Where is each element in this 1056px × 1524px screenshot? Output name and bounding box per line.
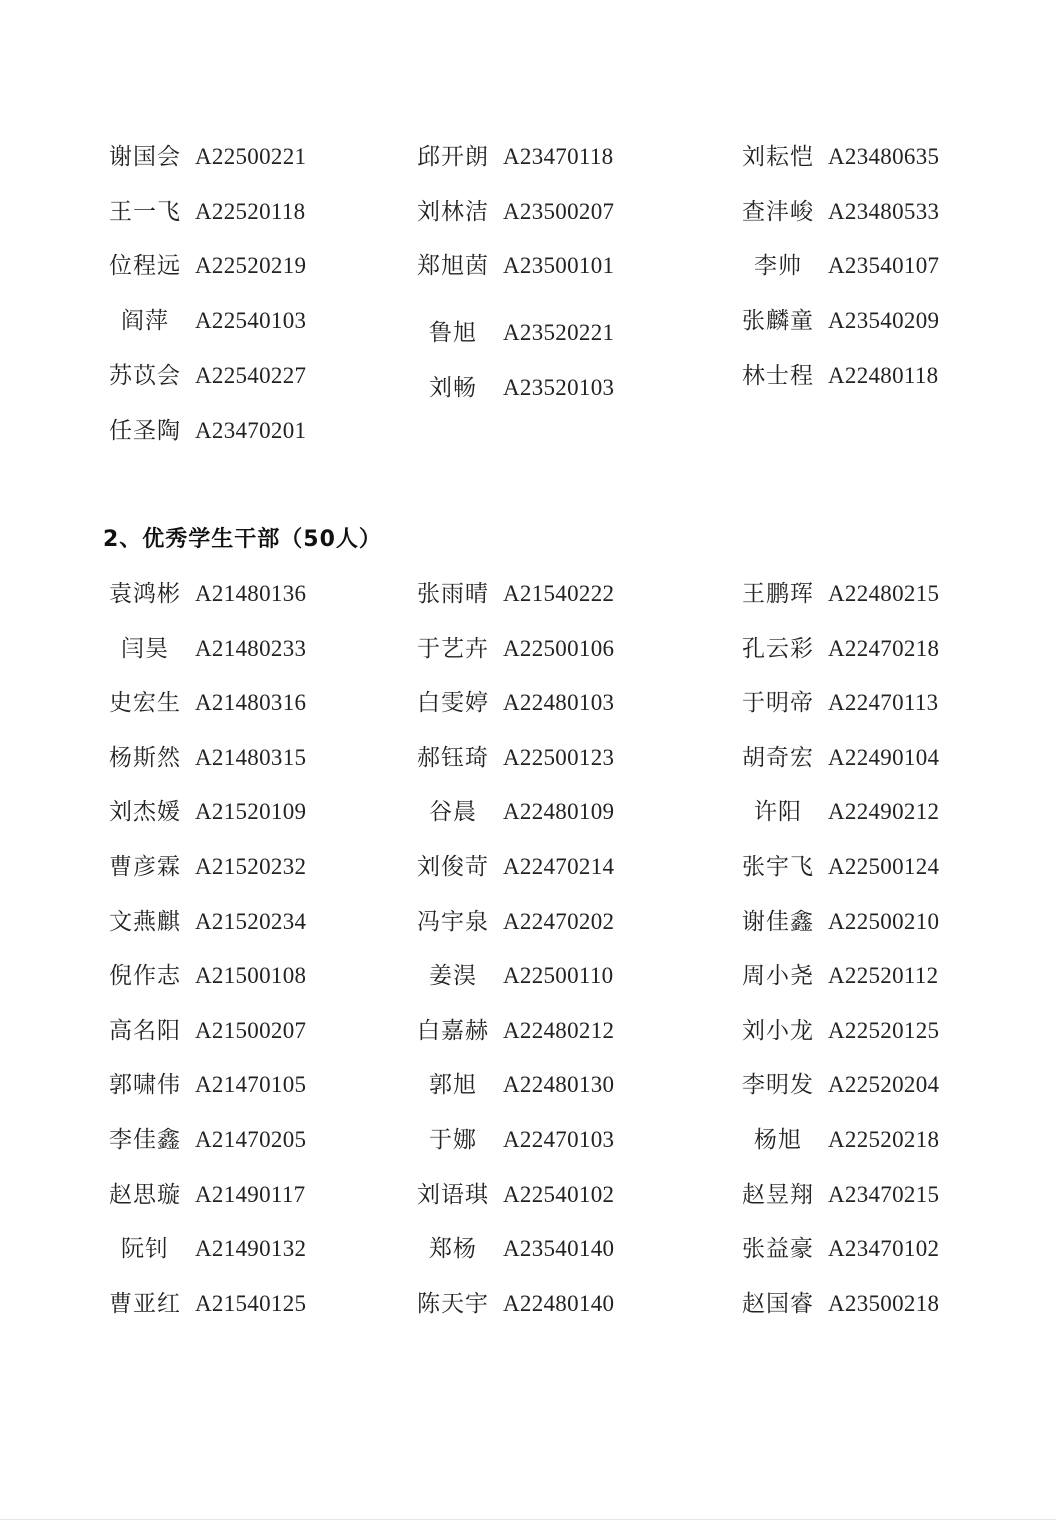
roster-entry: [415, 795, 655, 829]
roster-entry: [415, 371, 655, 405]
student-id: A22470214: [503, 854, 615, 879]
student-id: A23520221: [503, 320, 615, 345]
student-id: A23540209: [828, 308, 940, 333]
student-id: A21490117: [195, 1182, 306, 1207]
student-id: A22490212: [828, 799, 940, 824]
student-id: A22470202: [503, 909, 615, 934]
student-name: 张宇飞: [742, 854, 814, 880]
student-id: A22470103: [503, 1127, 615, 1152]
student-id: A21470105: [195, 1072, 307, 1097]
roster-entry: [415, 1232, 655, 1266]
student-id: A22500124: [828, 854, 940, 879]
roster-entry: [415, 632, 655, 666]
roster-entry: [107, 850, 347, 884]
student-name: 赵国睿: [742, 1291, 814, 1317]
roster-entry: [740, 140, 980, 174]
roster-entry: [415, 195, 655, 229]
student-id: A22540103: [195, 308, 307, 333]
student-name: 刘畅: [429, 375, 477, 401]
roster-entry: [740, 959, 980, 993]
student-name: 文燕麒: [109, 909, 181, 935]
student-id: A21520109: [195, 799, 307, 824]
student-id: A22480140: [503, 1291, 615, 1316]
student-name: 王一飞: [109, 199, 181, 225]
student-id: A23500207: [503, 199, 615, 224]
student-name: 白嘉赫: [417, 1018, 489, 1044]
roster-entry: [740, 249, 980, 283]
student-id: A21520232: [195, 854, 307, 879]
roster-entry: [415, 1287, 655, 1321]
student-id: A21540222: [503, 581, 615, 606]
roster-entry: [107, 577, 347, 611]
student-name: 于艺卉: [417, 636, 489, 662]
student-name: 袁鸿彬: [109, 581, 181, 607]
student-id: A21480315: [195, 745, 307, 770]
roster-entry: [107, 905, 347, 939]
student-name: 郭旭: [429, 1072, 477, 1098]
student-id: A23480533: [828, 199, 940, 224]
roster-entry: [740, 1287, 980, 1321]
roster-entry: [415, 959, 655, 993]
student-name: 陈天宇: [417, 1291, 489, 1317]
student-name: 位程远: [109, 253, 181, 279]
student-id: A23470102: [828, 1236, 940, 1261]
student-name: 杨旭: [754, 1127, 802, 1153]
student-name: 于明帝: [742, 690, 814, 716]
roster-entry: [107, 1287, 347, 1321]
student-id: A22520204: [828, 1072, 940, 1097]
roster-entry: [415, 249, 655, 283]
student-name: 张雨晴: [417, 581, 489, 607]
roster-entry: [415, 850, 655, 884]
student-name: 张益豪: [742, 1236, 814, 1262]
student-name: 曹彦霖: [109, 854, 181, 880]
student-id: A21540125: [195, 1291, 307, 1316]
student-id: A22520118: [195, 199, 306, 224]
roster-entry: [415, 577, 655, 611]
roster-entry: [415, 1068, 655, 1102]
student-id: A22470113: [828, 690, 939, 715]
roster-entry: [740, 1068, 980, 1102]
roster-entry: [107, 959, 347, 993]
student-name: 刘耘恺: [742, 144, 814, 170]
student-id: A23480635: [828, 144, 940, 169]
roster-entry: [740, 850, 980, 884]
roster-entry: [107, 140, 347, 174]
student-name: 阎萍: [121, 308, 169, 334]
student-id: A22480212: [503, 1018, 615, 1043]
student-name: 李佳鑫: [109, 1127, 181, 1153]
student-name: 冯宇泉: [417, 909, 489, 935]
roster-entry: [107, 304, 347, 338]
roster-entry: [107, 741, 347, 775]
student-name: 于娜: [429, 1127, 477, 1153]
roster-entry: [415, 1014, 655, 1048]
student-name: 谢国会: [109, 144, 181, 170]
student-name: 谷晨: [429, 799, 477, 825]
student-name: 许阳: [754, 799, 802, 825]
student-name: 曹亚红: [109, 1291, 181, 1317]
roster-entry: [415, 1123, 655, 1157]
roster-entry: [740, 359, 980, 393]
student-name: 白雯婷: [417, 690, 489, 716]
student-name: 查沣峻: [742, 199, 814, 225]
student-name: 郝钰琦: [417, 745, 489, 771]
student-id: A22500221: [195, 144, 307, 169]
student-name: 刘俊苛: [417, 854, 489, 880]
student-name: 周小尧: [742, 963, 814, 989]
student-id: A22540102: [503, 1182, 615, 1207]
student-name: 郑杨: [429, 1236, 477, 1262]
student-id: A22500106: [503, 636, 615, 661]
student-id: A21470205: [195, 1127, 307, 1152]
student-id: A22480109: [503, 799, 615, 824]
student-id: A23540140: [503, 1236, 615, 1261]
student-id: A21480316: [195, 690, 307, 715]
roster-entry: [107, 795, 347, 829]
student-id: A22480118: [828, 363, 939, 388]
student-id: A21500207: [195, 1018, 307, 1043]
student-id: A22490104: [828, 745, 940, 770]
roster-entry: [107, 686, 347, 720]
student-id: A21480233: [195, 636, 307, 661]
section-title: 2、优秀学生干部（50人）: [103, 527, 382, 552]
student-name: 林士程: [742, 363, 814, 389]
roster-entry: [740, 632, 980, 666]
roster-entry: [740, 905, 980, 939]
roster-entry: [107, 1068, 347, 1102]
page-bottom-edge: [0, 1519, 1056, 1520]
student-id: A22520218: [828, 1127, 940, 1152]
roster-entry: [107, 359, 347, 393]
roster-entry: [740, 1123, 980, 1157]
student-id: A22500123: [503, 745, 615, 770]
roster-entry: [740, 304, 980, 338]
student-id: A22480103: [503, 690, 615, 715]
student-id: A23500101: [503, 253, 615, 278]
roster-entry: [740, 686, 980, 720]
roster-entry: [740, 1178, 980, 1212]
student-name: 刘小龙: [742, 1018, 814, 1044]
student-name: 郭啸伟: [109, 1072, 181, 1098]
student-name: 赵思璇: [109, 1182, 181, 1208]
student-name: 王鹏珲: [742, 581, 814, 607]
roster-entry: [107, 195, 347, 229]
student-id: A21480136: [195, 581, 307, 606]
student-name: 史宏生: [109, 690, 181, 716]
student-name: 李帅: [754, 253, 802, 279]
student-name: 高名阳: [109, 1018, 181, 1044]
student-name: 杨斯然: [109, 745, 181, 771]
student-id: A22500110: [503, 963, 614, 988]
student-id: A22480130: [503, 1072, 615, 1097]
roster-entry: [740, 1014, 980, 1048]
roster-entry: [415, 905, 655, 939]
roster-entry: [740, 1232, 980, 1266]
student-id: A23500218: [828, 1291, 940, 1316]
student-name: 胡奇宏: [742, 745, 814, 771]
student-name: 倪作志: [109, 963, 181, 989]
student-name: 刘语琪: [417, 1182, 489, 1208]
roster-entry: [740, 741, 980, 775]
student-name: 任圣陶: [109, 418, 181, 444]
student-name: 李明发: [742, 1072, 814, 1098]
roster-entry: [415, 686, 655, 720]
student-id: A22470218: [828, 636, 940, 661]
roster-entry: [107, 1178, 347, 1212]
roster-entry: [107, 249, 347, 283]
student-id: A21490132: [195, 1236, 307, 1261]
roster-entry: [107, 1123, 347, 1157]
student-id: A23540107: [828, 253, 940, 278]
student-id: A21500108: [195, 963, 307, 988]
student-name: 孔云彩: [742, 636, 814, 662]
roster-entry: [740, 577, 980, 611]
student-id: A23470118: [503, 144, 614, 169]
student-name: 邱开朗: [417, 144, 489, 170]
roster-entry: [107, 1014, 347, 1048]
student-id: A22480215: [828, 581, 940, 606]
roster-entry: [415, 140, 655, 174]
student-name: 郑旭茵: [417, 253, 489, 279]
student-name: 姜淏: [429, 963, 477, 989]
student-name: 刘林洁: [417, 199, 489, 225]
roster-entry: [740, 195, 980, 229]
student-id: A21520234: [195, 909, 307, 934]
student-id: A23520103: [503, 375, 615, 400]
roster-entry: [107, 414, 347, 448]
roster-entry: [740, 795, 980, 829]
roster-entry: [415, 316, 655, 350]
student-id: A23470215: [828, 1182, 940, 1207]
student-id: A22520125: [828, 1018, 940, 1043]
student-id: A22540227: [195, 363, 307, 388]
student-id: A22500210: [828, 909, 940, 934]
roster-entry: [415, 741, 655, 775]
student-name: 阮钊: [121, 1236, 169, 1262]
student-id: A23470201: [195, 418, 307, 443]
student-name: 赵昱翔: [742, 1182, 814, 1208]
roster-entry: [107, 1232, 347, 1266]
roster-entry: [415, 1178, 655, 1212]
student-id: A22520112: [828, 963, 939, 988]
student-name: 闫昊: [121, 636, 169, 662]
student-name: 苏苡会: [109, 363, 181, 389]
roster-entry: [107, 632, 347, 666]
student-name: 鲁旭: [429, 320, 477, 346]
student-name: 谢佳鑫: [742, 909, 814, 935]
student-id: A22520219: [195, 253, 307, 278]
student-name: 张麟童: [742, 308, 814, 334]
student-name: 刘杰媛: [109, 799, 181, 825]
